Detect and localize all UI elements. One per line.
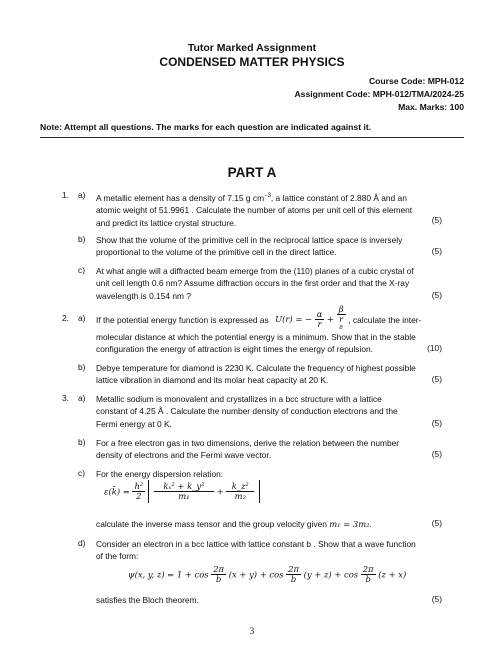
q3b-marks: (5)	[431, 449, 442, 459]
q2a-label: a)	[78, 313, 86, 323]
q1a-text: A metallic element has a density of 7.15 g $cm^{-3}$, a lattice constant of 2.880 Å and an atomic weight of 51.9961 . Calculate the number of atoms per unit cell of this element and predict its lattice crystal structure.	[96, 192, 413, 228]
q3c-marks: (5)	[431, 518, 442, 528]
q1b-label: b)	[78, 234, 86, 244]
potential-equation: U(r) = − $\frac{\alpha}{r}$ + β r $^8$	[275, 304, 344, 331]
q3d-text: Consider an electron in a bcc lattice with lattice constant b . Show that a wave function of the form:	[96, 539, 416, 562]
q2-number: 2.	[62, 313, 69, 323]
note: Note: Attempt all questions. The marks for each question are indicated against it.	[40, 122, 372, 132]
q1a-label: a)	[78, 190, 86, 200]
dispersion-equation: ε(k̄) = $\frac{\text{h²}}{2}$ $\frac{\text{kₓ² + k\_y²}}{\text{m₁}}$ + $\frac{\text{k\_z²}}{\text{m₂}}$	[104, 480, 260, 503]
q1-number: 1.	[62, 190, 69, 200]
q1c-label: c)	[78, 265, 85, 275]
q3-number: 3.	[62, 393, 69, 403]
q3c-label: c)	[78, 468, 85, 478]
header-title: Tutor Marked Assignment	[187, 42, 317, 54]
part-title: PART A	[227, 165, 277, 180]
page-number: 3	[249, 626, 255, 636]
q2b-marks: (5)	[431, 374, 442, 384]
q3c-text: For the energy dispersion relation:	[96, 469, 224, 479]
q2b-text: Debye temperature for diamond is 2230 K. Calculate the frequency of highest possible lattice vibration in diamond and its molar heat capacity at 20 K.	[96, 363, 416, 386]
q3b-label: b)	[78, 437, 86, 447]
q1b-text: Show that the volume of the primitive cell in the reciprocal lattice space is inversely proportional to the volume of the primitive cell in the direct lattice.	[96, 235, 403, 258]
q1a-marks: (5)	[431, 215, 442, 225]
q3b-text: For a free electron gas in two dimensions, derive the relation between the number density of electrons and the Fermi wave vector.	[96, 438, 400, 461]
q2b-label: b)	[78, 362, 86, 372]
divider	[40, 137, 464, 138]
q3a-label: a)	[78, 393, 86, 403]
q3d-label: d)	[78, 538, 86, 548]
q1c-text: At what angle will a diffracted beam emerge from the (110) planes of a cubic crystal of unit cell length 0.6 nm? Assume diffraction occurs in the first order and that the X-ray wavelength is 0.154 nm ?	[96, 266, 414, 301]
header-subtitle: CONDENSED MATTER PHYSICS	[159, 55, 345, 69]
q3a-marks: (5)	[431, 418, 442, 428]
assignment-code: Assignment Code: MPH-012/TMA/2024-25	[294, 89, 464, 99]
q3d-text-2: satisfies the Bloch theorem.	[96, 595, 199, 605]
max-marks: Max. Marks: 100	[398, 102, 464, 112]
wavefunction-equation: ψ(x, y, z) = 1 + cos $\frac{2\pi}{b}$ (x + y) + cos $\frac{2\pi}{b}$ (y + z) + cos $\frac{2\pi}{b}$ (z + x)	[128, 564, 407, 584]
q3a-text: Metallic sodium is monovalent and crystallizes in a bcc structure with a lattice constant of 4.25 Å . Calculate the number density of conduction electrons and the Fermi energy at 0 K.	[96, 394, 398, 429]
q3c-text-2: calculate the inverse mass tensor and the group velocity given m₁ = 3m₂.	[96, 519, 372, 529]
q1b-marks: (5)	[431, 246, 442, 256]
q1c-marks: (5)	[431, 290, 442, 300]
q3d-marks: (5)	[431, 594, 442, 604]
q2a-first-line: If the potential energy function is expressed as U(r) = − $\frac{\alpha}{r}$ + β r $^8$ , calculate the inter-	[96, 304, 422, 331]
q2a-marks: (10)	[427, 343, 442, 353]
q2a-text: molecular distance at which the potential energy is a minimum. Show that in the stable configuration the energy of attraction is eight times the energy of repulsion.	[96, 332, 416, 355]
course-code: Course Code: MPH-012	[368, 76, 464, 86]
